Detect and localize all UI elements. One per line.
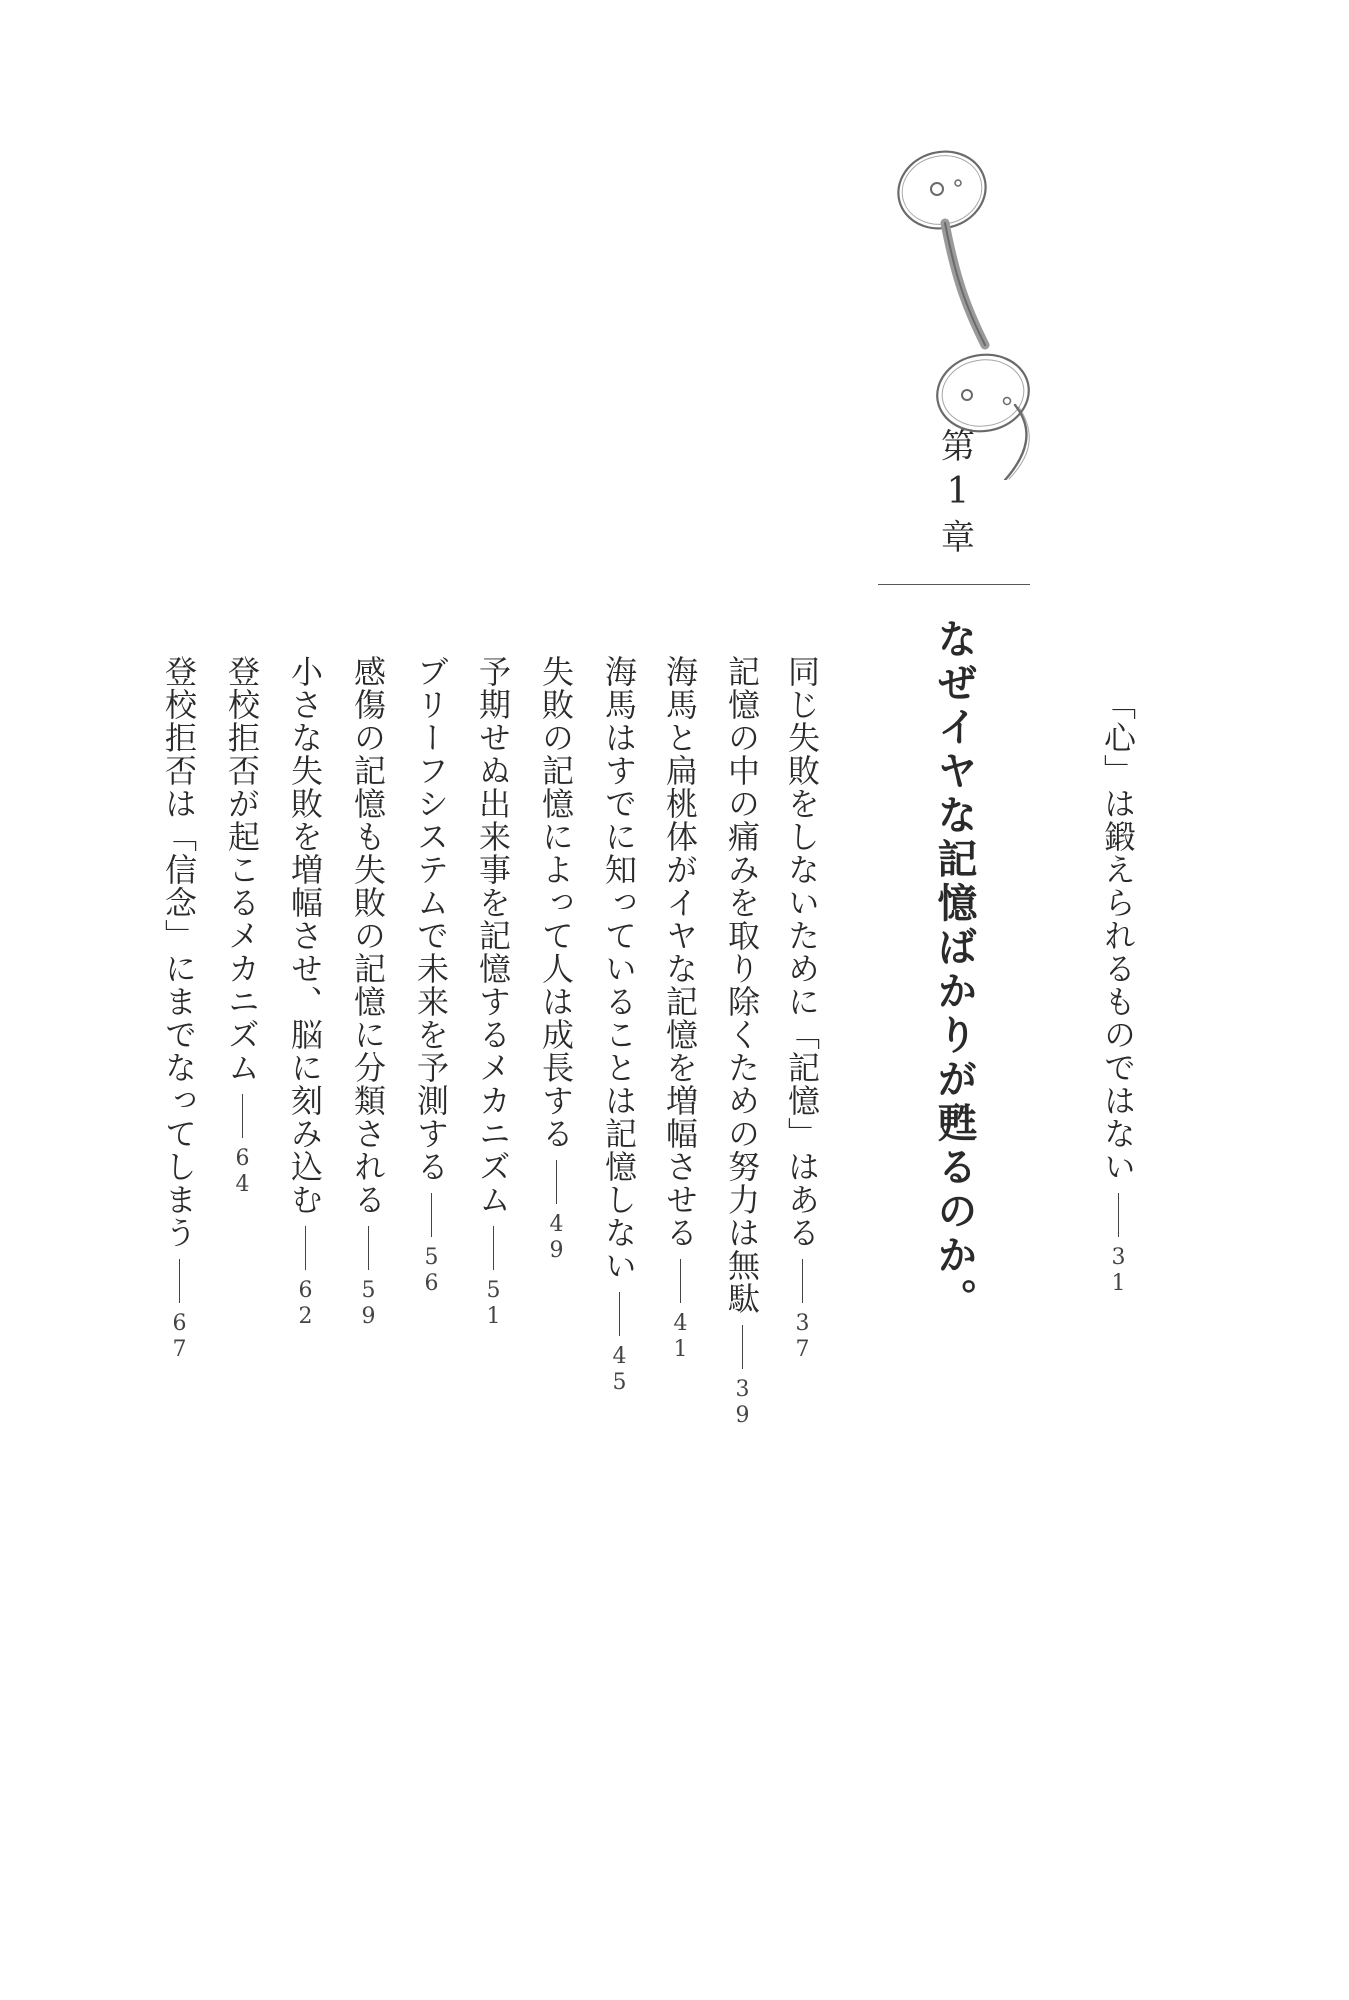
toc-entry[interactable] bbox=[719, 655, 765, 1429]
toc-entry-page: 49 bbox=[544, 1212, 569, 1264]
toc-entry-page: 62 bbox=[293, 1278, 318, 1330]
toc-entry-text: 海馬と扁桃体がイヤな記憶を増幅させる bbox=[661, 655, 699, 1249]
toc-entry-text: 記憶の中の痛みを取り除くための努力は無駄 bbox=[723, 655, 761, 1315]
toc-entry-page: 51 bbox=[481, 1278, 506, 1330]
toc-entry[interactable] bbox=[156, 655, 202, 1363]
toc-entry-page: 41 bbox=[668, 1311, 693, 1363]
toc-entry-page: 39 bbox=[730, 1377, 755, 1429]
toc-entry[interactable] bbox=[533, 655, 579, 1264]
toc-leader-dash bbox=[664, 1249, 696, 1311]
toc-entry-text: 登校拒否は「信念」にまでなってしまう bbox=[160, 655, 198, 1249]
toc-entry-page: 59 bbox=[356, 1278, 381, 1330]
toc-leader-dash bbox=[477, 1216, 509, 1278]
toc-entry-page: 64 bbox=[230, 1146, 255, 1198]
toc-leader-dash bbox=[603, 1282, 635, 1344]
toc-entry[interactable] bbox=[779, 655, 825, 1363]
toc-entry-page: 37 bbox=[790, 1311, 815, 1363]
toc-entry[interactable] bbox=[1095, 688, 1141, 1297]
chapter-number: 1 bbox=[946, 471, 970, 513]
chapter-divider bbox=[878, 584, 1030, 585]
toc-entry[interactable] bbox=[345, 655, 391, 1330]
toc-entry-page: 56 bbox=[419, 1245, 444, 1297]
toc-entry[interactable] bbox=[596, 655, 642, 1396]
toc-entry[interactable] bbox=[408, 655, 454, 1297]
toc-leader-dash bbox=[226, 1084, 258, 1146]
chapter-label-prefix: 第 bbox=[941, 427, 975, 467]
toc-entry-text: 登校拒否が起こるメカニズム bbox=[223, 655, 261, 1084]
toc-leader-dash bbox=[163, 1249, 195, 1311]
toc-entry[interactable] bbox=[282, 655, 328, 1330]
toc-leader-dash bbox=[352, 1216, 384, 1278]
toc-entry[interactable] bbox=[219, 655, 265, 1198]
toc-entry-text: 「心」は鍛えられるものではない bbox=[1099, 688, 1137, 1183]
toc-leader-dash bbox=[1102, 1183, 1134, 1245]
toc-leader-dash bbox=[786, 1249, 818, 1311]
toc-entry[interactable] bbox=[657, 655, 703, 1363]
toc-entry-page: 45 bbox=[607, 1344, 632, 1396]
toc-entry-text: ブリーフシステムで未来を予測する bbox=[412, 655, 450, 1183]
toc-entry-text: 感傷の記憶も失敗の記憶に分類される bbox=[349, 655, 387, 1216]
toc-entry-text: 小さな失敗を増幅させ、脳に刻み込む bbox=[286, 655, 324, 1216]
toc-entry[interactable] bbox=[470, 655, 516, 1330]
toc-entry-text: 失敗の記憶によって人は成長する bbox=[537, 655, 575, 1150]
toc-leader-dash bbox=[726, 1315, 758, 1377]
toc-entry-text: 海馬はすでに知っていることは記憶しない bbox=[600, 655, 638, 1282]
chapter-label-suffix: 章 bbox=[941, 517, 975, 558]
chapter-title: なぜイヤな記憶ばかりが甦るのか。 bbox=[931, 618, 978, 1322]
toc-entry-page: 67 bbox=[167, 1311, 192, 1363]
toc-entry-page: 31 bbox=[1106, 1245, 1131, 1297]
toc-entry-text: 予期せぬ出来事を記憶するメカニズム bbox=[474, 655, 512, 1216]
chapter-label bbox=[928, 425, 988, 560]
toc-leader-dash bbox=[415, 1183, 447, 1245]
toc-leader-dash bbox=[540, 1150, 572, 1212]
toc-leader-dash bbox=[289, 1216, 321, 1278]
toc-entry-text: 同じ失敗をしないために「記憶」はある bbox=[783, 655, 821, 1249]
